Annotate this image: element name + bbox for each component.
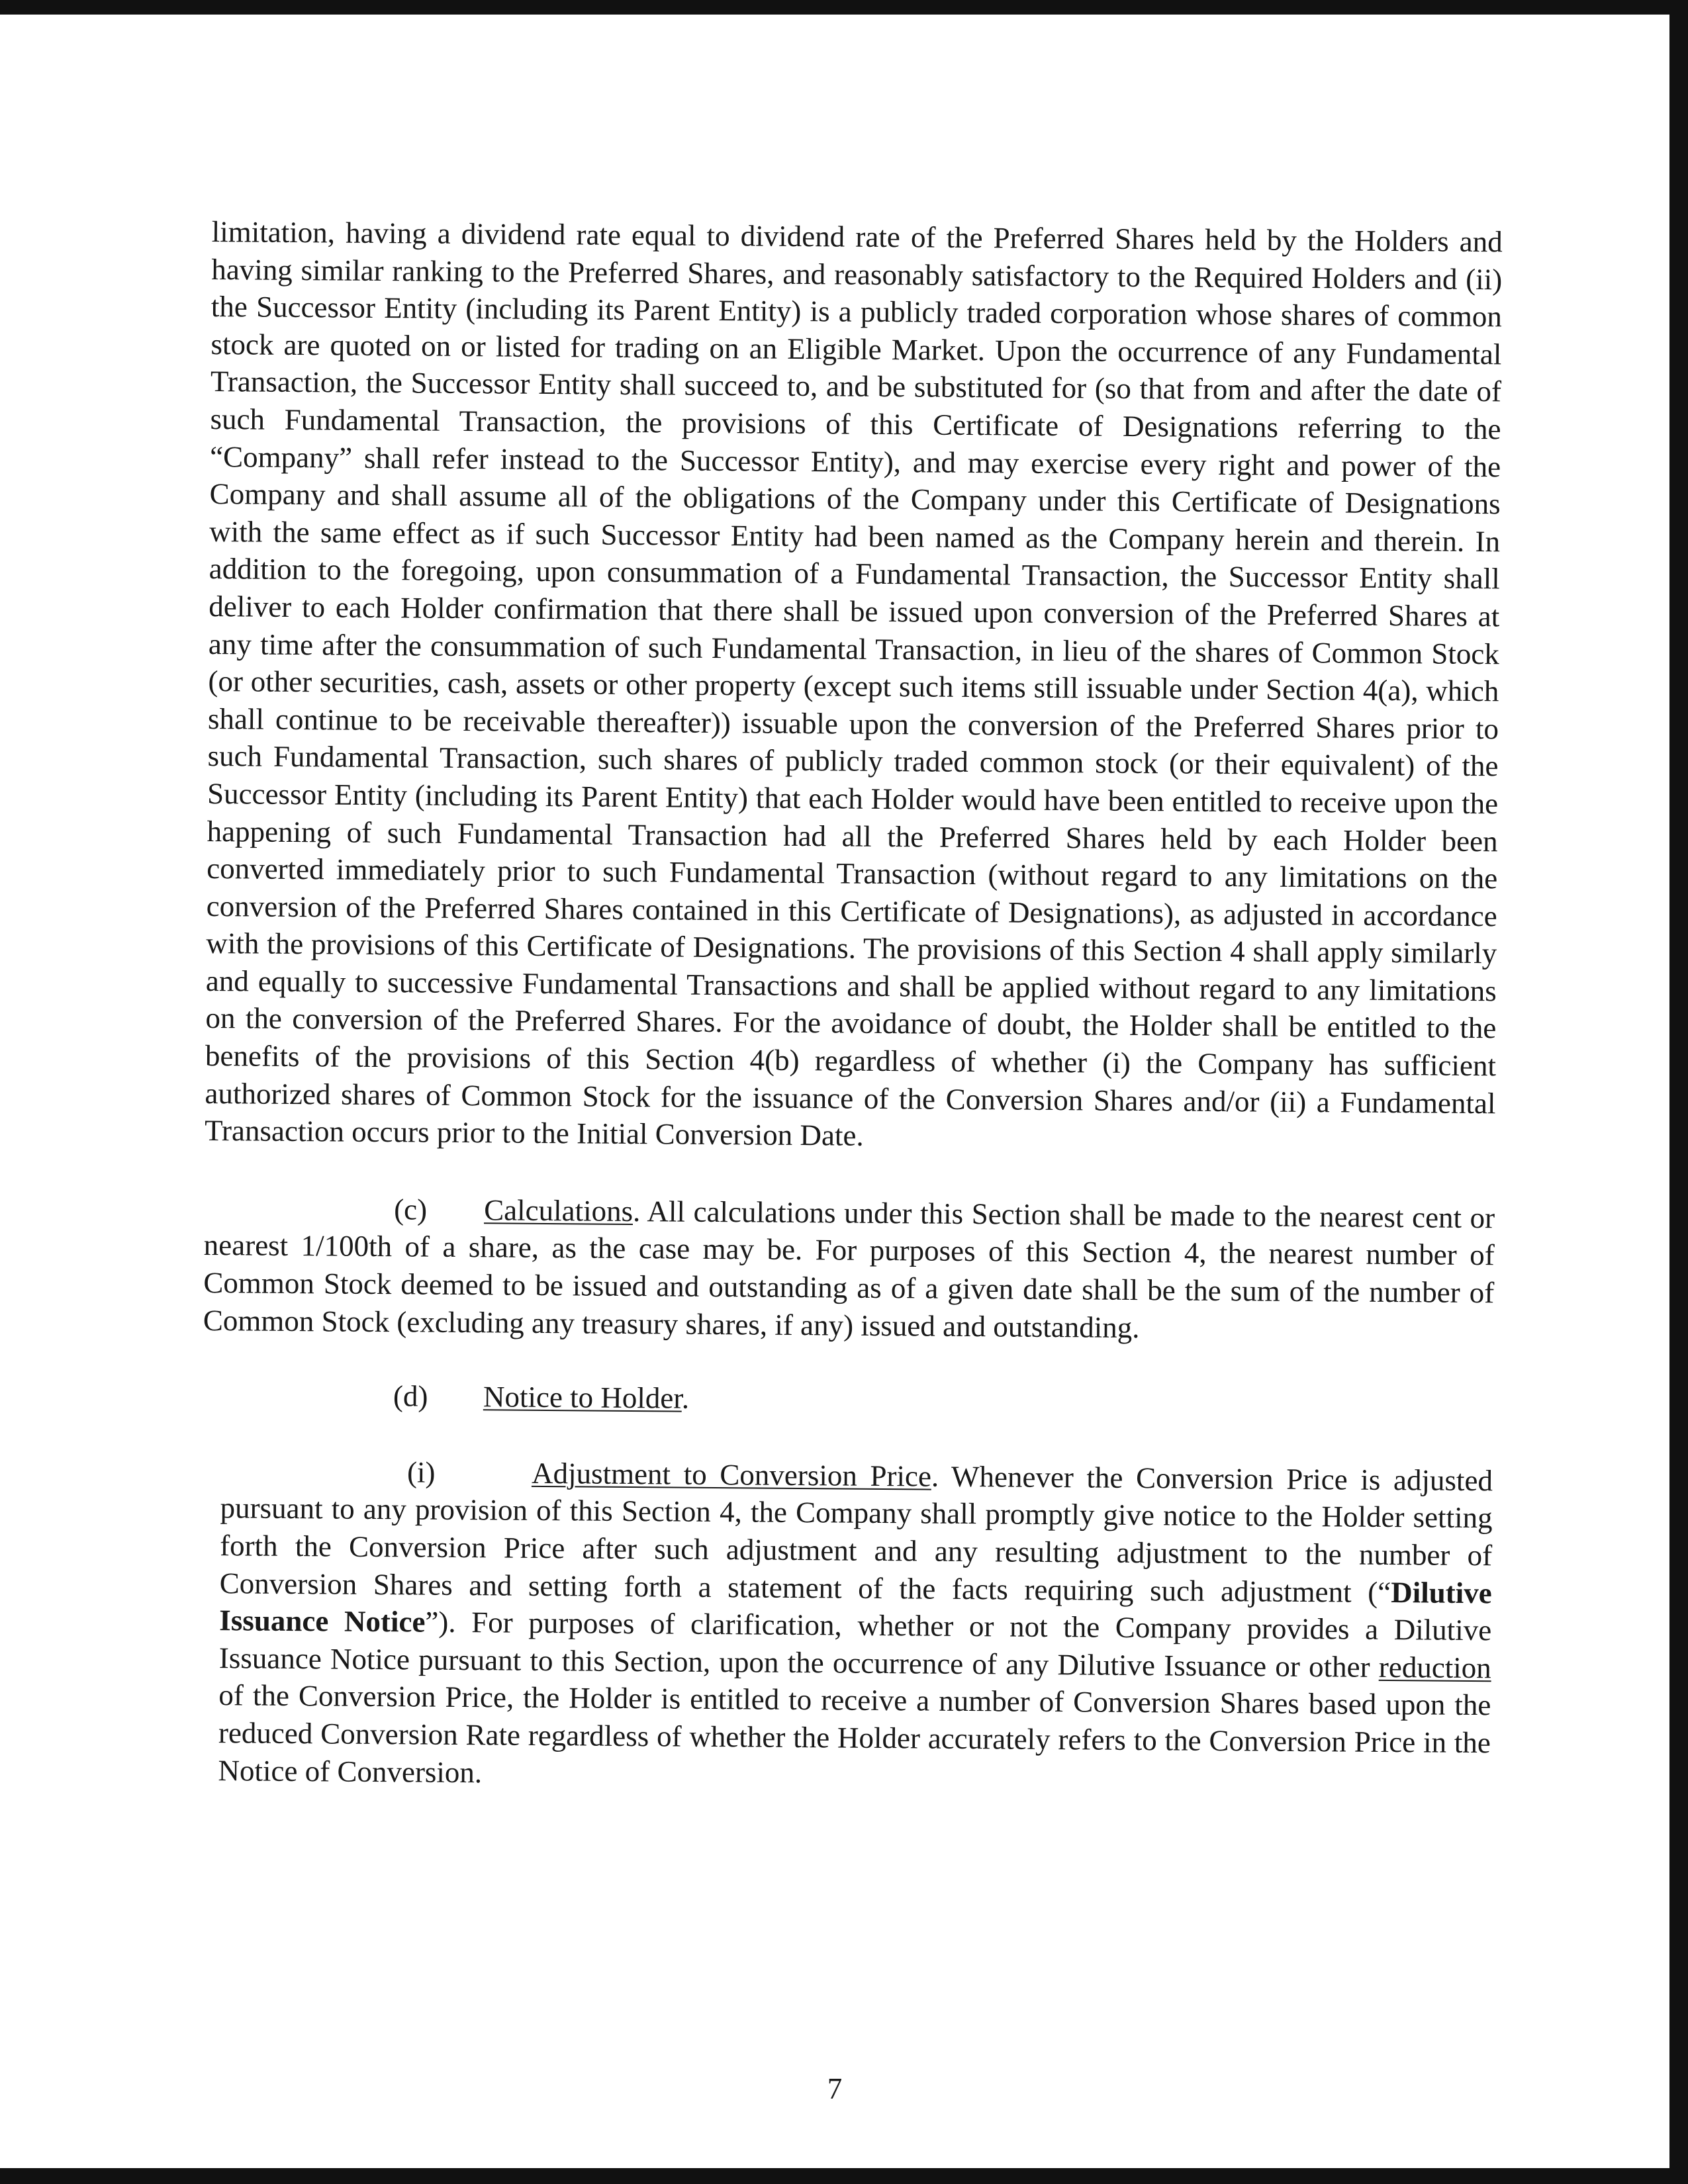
section-d-heading-end: . [681,1381,690,1415]
section-d-i-body-1: . Whenever the Conversion Price is adjusted pursuant to any provision of this Section 4, the Company shall promptly give notice to the Holder setting forth the Conversion Price after such adjustment and any resulting adjustment to the number of Conversion Shares and setting forth a statement of the facts requiring such adjustment (“ [219,1459,1493,1609]
section-d-i-heading: Adjustment to Conversion Price [531,1456,932,1493]
section-d-i-label: (i) [406,1455,436,1489]
underlined-reduction: reduction [1378,1650,1491,1685]
section-c-body: . All calculations under this Section shall be made to the nearest cent or nearest 1/100th of a share, as the case may be. For purposes of this Section 4, the nearest number of Common Stock deemed to be issued and outstanding as of a given date shall be the sum of the number of Common Stock (excluding any treasury shares, if any) issued and outstanding. [203,1194,1495,1344]
section-d-i-body-3: of the Conversion Price, the Holder is entitled to receive a number of Conversion Shares based upon the reduced Conversion Rate regardless of whether the Holder accurately refers to the Conversion Price in the Notice of Conversion. [218,1678,1491,1789]
section-c-heading: Calculations [483,1193,633,1228]
section-d-paragraph [203,1376,1493,1424]
defined-term-dilutive-issuance-notice: Dilutive Issuance Notice [219,1575,1492,1639]
continuation-text: limitation, having a dividend rate equal to dividend rate of the Preferred Shares held by the Holders and having similar ranking to the Preferred Shares, and reasonably satisfactory to the Required Holders and (ii) the Successor Entity (including its Parent Entity) is a publicly traded corporation whose shares of common stock are quoted on or listed for trading on an Eligible Market. Upon the occurrence of any Fundamental Transaction, the Successor Entity shall succeed to, and be substituted for (so that from and after the date of such Fundamental Transaction, the provisions of this Certificate of Designations referring to the “Company” shall refer instead to the Successor Entity), and may exercise every right and power of the Company and shall assume all of the obligations of the Company under this Certificate of Designations with the same effect as if such Successor Entity had been named as the Company herein and therein. In addition to the foregoing, upon consummation of a Fundamental Transaction, the Successor Entity shall deliver to each Holder confirmation that there shall be issued upon conversion of the Preferred Shares at any time after the consummation of such Fundamental Transaction, in lieu of the shares of Common Stock (or other securities, cash, assets or other property (except such items still issuable under Section 4(a), which shall continue to be receivable thereafter)) issuable upon the conversion of the Preferred Shares prior to such Fundamental Transaction, such shares of publicly traded common stock (or their equivalent) of the Successor Entity (including its Parent Entity) that each Holder would have been entitled to receive upon the happening of such Fundamental Transaction had all the Preferred Shares held by each Holder been converted immediately prior to such Fundamental Transaction (without regard to any limitations on the conversion of the Preferred Shares contained in this Certificate of Designations), as adjusted in accordance with the provisions of this Certificate of Designations. The provisions of this Section 4 shall apply similarly and equally to successive Fundamental Transactions and shall be applied without regard to any limitations on the conversion of the Preferred Shares. For the avoidance of doubt, the Holder shall be entitled to the benefits of the provisions of this Section 4(b) regardless of whether (i) the Company has sufficient authorized shares of Common Stock for the issuance of the Conversion Shares and/or (ii) a Fundamental Transaction occurs prior to the Initial Conversion Date. [204,214,1503,1153]
section-d-heading: Notice to Holder [483,1380,682,1415]
section-c-paragraph [203,1189,1495,1349]
document-page [0,15,1669,2168]
section-d-label: (d) [393,1379,428,1413]
section-d-i-body-2: ”). For purposes of clarification, whether or not the Company provides a Dilutive Issuance Notice pursuant to this Section, upon the occurrence of any Dilutive Issuance or other [218,1605,1492,1684]
section-d-i-paragraph [218,1452,1493,1799]
continuation-paragraph [205,213,1503,1160]
page-content [199,213,1503,1799]
section-c-label: (c) [393,1193,428,1226]
page-number: 7 [827,2072,843,2105]
